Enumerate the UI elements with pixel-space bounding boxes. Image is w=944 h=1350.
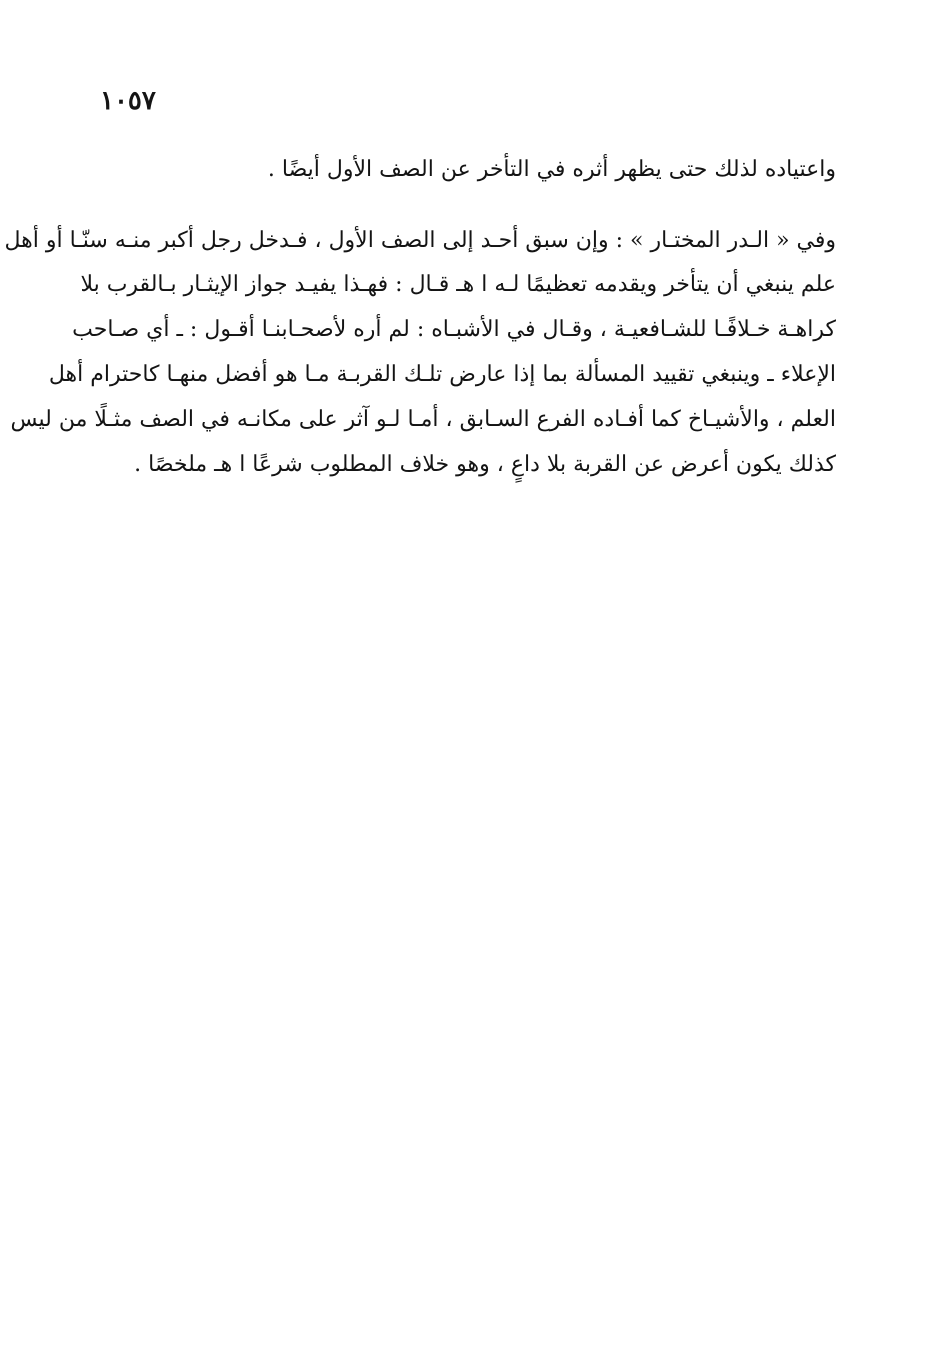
paragraph-2-line-3: كراهـة خـلافًـا للشـافعيـة ، وقـال في الأشبـاه : لم أره لأصحـابنـا أقـول : ـ أي صـاحب bbox=[72, 317, 836, 342]
paragraph-1-line-1: واعتياده لذلك حتى يظهر أثره في التأخر عن الصف الأول أيضًا . bbox=[267, 157, 836, 182]
paragraph-2-line-6: كذلك يكون أعرض عن القربة بلا داعٍ ، وهو خلاف المطلوب شرعًا ا هـ ملخصًا . bbox=[134, 452, 836, 477]
paragraph-2-line-5: العلم ، والأشيـاخ كما أفـاده الفرع السـابق ، أمـا لـو آثر على مكانـه في الصف مثـلًا من ليس bbox=[10, 407, 836, 432]
page-number: ١٠٥٧ bbox=[100, 86, 156, 116]
paragraph-2-line-4: الإعلاء ـ وينبغي تقييد المسألة بما إذا عارض تلـك القربـة مـا هو أفضل منهـا كاحترام أهل bbox=[48, 362, 836, 387]
paragraph-2-line-2: علم ينبغي أن يتأخر ويقدمه تعظيمًا لـه ا هـ قـال : فهـذا يفيـد جواز الإيثـار بـالقرب بلا bbox=[80, 272, 836, 297]
paragraph-2-line-1: وفي « الـدر المختـار » : وإن سبق أحـد إلى الصف الأول ، فـدخل رجل أكبر منـه سنّـا أو أهل bbox=[4, 228, 836, 253]
